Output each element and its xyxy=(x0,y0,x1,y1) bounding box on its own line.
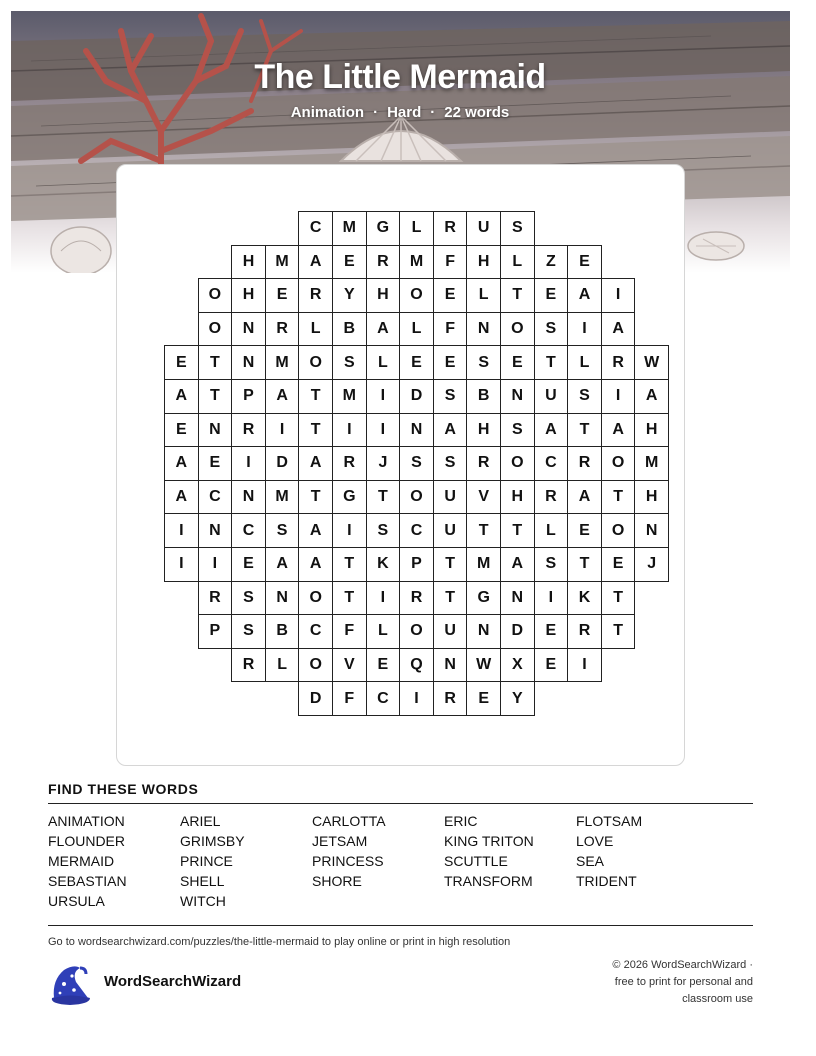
grid-cell[interactable]: A xyxy=(500,547,535,582)
grid-cell[interactable]: D xyxy=(265,446,300,481)
grid-cell[interactable]: R xyxy=(567,614,602,649)
grid-cell[interactable]: O xyxy=(399,480,434,515)
grid-cell[interactable]: R xyxy=(231,648,266,683)
grid-cell[interactable]: Q xyxy=(399,648,434,683)
grid-cell[interactable]: R xyxy=(231,413,266,448)
grid-cell[interactable]: H xyxy=(231,245,266,280)
grid-cell[interactable]: I xyxy=(332,413,367,448)
divider xyxy=(48,925,753,926)
grid-cell[interactable]: M xyxy=(265,345,300,380)
grid-cell[interactable]: A xyxy=(298,513,333,548)
word-item: SCUTTLE xyxy=(444,853,508,869)
grid-cell[interactable]: W xyxy=(634,345,669,380)
grid-cell[interactable]: L xyxy=(366,345,401,380)
grid-cell[interactable]: E xyxy=(366,648,401,683)
grid-cell[interactable]: J xyxy=(366,446,401,481)
grid-cell[interactable]: S xyxy=(433,379,468,414)
grid-cell[interactable]: T xyxy=(366,480,401,515)
word-item: ARIEL xyxy=(180,813,221,829)
grid-cell[interactable]: G xyxy=(466,581,501,616)
conch-shell-icon xyxy=(688,232,744,260)
word-item: SHELL xyxy=(180,873,225,889)
grid-cell[interactable]: R xyxy=(265,312,300,347)
grid-cell[interactable]: W xyxy=(466,648,501,683)
grid-cell[interactable]: C xyxy=(298,211,333,246)
grid-cell[interactable]: N xyxy=(231,480,266,515)
grid-cell[interactable]: E xyxy=(534,648,569,683)
grid-cell[interactable]: X xyxy=(500,648,535,683)
word-item: WITCH xyxy=(180,893,226,909)
grid-cell[interactable]: C xyxy=(366,681,401,716)
grid-cell[interactable]: O xyxy=(500,312,535,347)
word-count-label: 22 words xyxy=(444,104,510,121)
grid-cell[interactable]: I xyxy=(366,379,401,414)
grid-cell[interactable]: O xyxy=(399,614,434,649)
grid-cell[interactable]: E xyxy=(433,278,468,313)
grid-cell[interactable]: J xyxy=(634,547,669,582)
word-item: URSULA xyxy=(48,893,105,909)
grid-cell[interactable]: M xyxy=(399,245,434,280)
grid-cell[interactable]: N xyxy=(198,413,233,448)
grid-cell[interactable]: F xyxy=(433,245,468,280)
grid-cell[interactable]: S xyxy=(332,345,367,380)
grid-cell[interactable]: H xyxy=(466,413,501,448)
grid-cell[interactable]: R xyxy=(298,278,333,313)
grid-cell[interactable]: E xyxy=(164,345,199,380)
grid-cell[interactable]: C xyxy=(198,480,233,515)
word-item: TRIDENT xyxy=(576,873,637,889)
grid-cell[interactable]: E xyxy=(164,413,199,448)
grid-cell[interactable]: Y xyxy=(500,681,535,716)
grid-cell[interactable]: R xyxy=(567,446,602,481)
grid-cell[interactable]: H xyxy=(466,245,501,280)
grid-cell[interactable]: A xyxy=(634,379,669,414)
word-item: MERMAID xyxy=(48,853,115,869)
copyright-line: classroom use xyxy=(682,993,753,1005)
difficulty-label: Hard xyxy=(387,104,422,121)
grid-cell[interactable]: I xyxy=(164,547,199,582)
grid-cell[interactable]: A xyxy=(567,480,602,515)
grid-cell[interactable]: E xyxy=(567,245,602,280)
word-item: CARLOTTA xyxy=(312,813,386,829)
word-item: GRIMSBY xyxy=(180,833,245,849)
grid-cell[interactable]: N xyxy=(466,312,501,347)
grid-cell[interactable]: E xyxy=(231,547,266,582)
word-list-title: FIND THESE WORDS xyxy=(48,781,199,797)
divider xyxy=(48,803,753,804)
grid-cell[interactable]: A xyxy=(366,312,401,347)
grid-cell[interactable]: L xyxy=(298,312,333,347)
grid-cell[interactable]: I xyxy=(567,648,602,683)
grid-cell[interactable]: O xyxy=(298,648,333,683)
grid-cell[interactable]: V xyxy=(332,648,367,683)
grid-cell[interactable]: A xyxy=(601,413,636,448)
copyright-line: © 2026 WordSearchWizard · xyxy=(612,959,753,971)
grid-cell[interactable]: S xyxy=(265,513,300,548)
word-item: ANIMATION xyxy=(48,813,125,829)
grid-cell[interactable]: T xyxy=(500,513,535,548)
grid-cell[interactable]: S xyxy=(399,446,434,481)
grid-cell[interactable]: O xyxy=(198,312,233,347)
grid-cell[interactable]: D xyxy=(399,379,434,414)
grid-cell[interactable]: Y xyxy=(332,278,367,313)
grid-cell[interactable]: M xyxy=(332,379,367,414)
grid-cell[interactable]: N xyxy=(231,312,266,347)
word-item: FLOTSAM xyxy=(576,813,643,829)
grid-cell[interactable]: E xyxy=(332,245,367,280)
grid-cell[interactable]: T xyxy=(601,614,636,649)
grid-cell[interactable]: C xyxy=(399,513,434,548)
grid-cell[interactable]: U xyxy=(433,480,468,515)
grid-cell[interactable]: R xyxy=(466,446,501,481)
grid-cell[interactable]: O xyxy=(298,581,333,616)
grid-cell[interactable]: I xyxy=(534,581,569,616)
grid-cell[interactable]: T xyxy=(433,547,468,582)
grid-cell[interactable]: A xyxy=(164,446,199,481)
grid-cell[interactable]: A xyxy=(298,245,333,280)
word-item: PRINCESS xyxy=(312,853,384,869)
grid-cell[interactable]: M xyxy=(332,211,367,246)
grid-cell[interactable]: O xyxy=(198,278,233,313)
word-item: SEA xyxy=(576,853,605,869)
grid-cell[interactable]: T xyxy=(601,581,636,616)
grid-cell[interactable]: T xyxy=(298,379,333,414)
grid-cell[interactable]: S xyxy=(231,581,266,616)
grid-cell[interactable]: N xyxy=(231,345,266,380)
grid-cell[interactable]: O xyxy=(601,513,636,548)
grid-cell[interactable]: L xyxy=(466,278,501,313)
grid-cell[interactable]: L xyxy=(399,312,434,347)
grid-cell[interactable]: H xyxy=(634,480,669,515)
grid-cell[interactable]: A xyxy=(164,379,199,414)
grid-cell[interactable]: U xyxy=(466,211,501,246)
word-item: FLOUNDER xyxy=(48,833,126,849)
grid-cell[interactable]: C xyxy=(298,614,333,649)
grid-cell[interactable]: O xyxy=(601,446,636,481)
grid-cell[interactable]: S xyxy=(231,614,266,649)
grid-cell[interactable]: G xyxy=(366,211,401,246)
grid-cell[interactable]: I xyxy=(332,513,367,548)
grid-cell[interactable]: S xyxy=(466,345,501,380)
grid-cell[interactable]: T xyxy=(198,379,233,414)
grid-cell[interactable]: A xyxy=(534,413,569,448)
grid-cell[interactable]: F xyxy=(433,312,468,347)
grid-cell[interactable]: S xyxy=(500,413,535,448)
grid-cell[interactable]: U xyxy=(433,614,468,649)
grid-cell[interactable]: T xyxy=(567,547,602,582)
grid-cell[interactable]: L xyxy=(500,245,535,280)
copyright-line: free to print for personal and xyxy=(614,976,753,988)
grid-cell[interactable]: A xyxy=(298,446,333,481)
grid-cell[interactable]: E xyxy=(601,547,636,582)
grid-cell[interactable]: I xyxy=(164,513,199,548)
grid-cell[interactable]: T xyxy=(332,581,367,616)
grid-cell[interactable]: M xyxy=(265,480,300,515)
puzzle-meta xyxy=(0,104,800,121)
grid-cell[interactable]: N xyxy=(500,379,535,414)
grid-cell[interactable]: R xyxy=(399,581,434,616)
grid-cell[interactable]: F xyxy=(332,681,367,716)
grid-cell[interactable]: N xyxy=(265,581,300,616)
grid-cell[interactable]: N xyxy=(433,648,468,683)
grid-cell[interactable]: B xyxy=(466,379,501,414)
word-item: KING TRITON xyxy=(444,833,534,849)
grid-cell[interactable]: T xyxy=(534,345,569,380)
copyright xyxy=(553,957,753,1008)
grid-cell[interactable]: H xyxy=(231,278,266,313)
word-item: ERIC xyxy=(444,813,478,829)
grid-cell[interactable]: E xyxy=(567,513,602,548)
grid-cell[interactable]: I xyxy=(601,278,636,313)
grid-cell[interactable]: P xyxy=(231,379,266,414)
grid-cell[interactable]: A xyxy=(567,278,602,313)
grid-cell[interactable]: R xyxy=(433,211,468,246)
grid-cell[interactable]: S xyxy=(500,211,535,246)
grid-cell[interactable]: S xyxy=(534,547,569,582)
grid-cell[interactable]: S xyxy=(534,312,569,347)
grid-cell[interactable]: U xyxy=(534,379,569,414)
grid-cell[interactable]: R xyxy=(366,245,401,280)
grid-cell[interactable]: P xyxy=(198,614,233,649)
grid-cell[interactable]: E xyxy=(399,345,434,380)
word-item: JETSAM xyxy=(312,833,368,849)
grid-cell[interactable]: R xyxy=(198,581,233,616)
grid-cell[interactable]: M xyxy=(634,446,669,481)
grid-cell[interactable]: S xyxy=(366,513,401,548)
grid-cell[interactable]: A xyxy=(433,413,468,448)
grid-cell[interactable]: L xyxy=(265,648,300,683)
grid-cell[interactable]: A xyxy=(164,480,199,515)
grid-cell[interactable]: T xyxy=(332,547,367,582)
grid-cell[interactable]: I xyxy=(601,379,636,414)
grid-cell[interactable]: N xyxy=(198,513,233,548)
grid-cell[interactable]: K xyxy=(366,547,401,582)
grid-cell[interactable]: T xyxy=(567,413,602,448)
grid-cell[interactable]: I xyxy=(366,581,401,616)
grid-cell[interactable]: H xyxy=(500,480,535,515)
meta-separator: · xyxy=(373,104,379,121)
grid-cell[interactable]: I xyxy=(231,446,266,481)
grid-cell[interactable]: E xyxy=(433,345,468,380)
grid-cell[interactable]: O xyxy=(298,345,333,380)
grid-cell[interactable]: E xyxy=(534,278,569,313)
grid-cell[interactable]: E xyxy=(500,345,535,380)
word-item: SEBASTIAN xyxy=(48,873,127,889)
puzzle-title: The Little Mermaid xyxy=(254,58,546,96)
grid-cell[interactable]: E xyxy=(198,446,233,481)
grid-cell[interactable]: H xyxy=(634,413,669,448)
grid-cell[interactable]: B xyxy=(265,614,300,649)
meta-separator: · xyxy=(430,104,436,121)
grid-cell[interactable]: L xyxy=(399,211,434,246)
word-item: SHORE xyxy=(312,873,362,889)
wizard-hat-icon xyxy=(46,962,94,1006)
grid-cell[interactable]: O xyxy=(500,446,535,481)
grid-cell[interactable]: N xyxy=(634,513,669,548)
brand-name: WordSearchWizard xyxy=(104,973,242,990)
spiral-shell-icon xyxy=(51,227,111,273)
grid-cell[interactable]: L xyxy=(534,513,569,548)
grid-cell[interactable]: E xyxy=(466,681,501,716)
grid-cell[interactable]: D xyxy=(298,681,333,716)
grid-cell[interactable]: C xyxy=(534,446,569,481)
grid-cell[interactable]: T xyxy=(601,480,636,515)
grid-cell[interactable]: M xyxy=(466,547,501,582)
grid-cell[interactable]: T xyxy=(466,513,501,548)
grid-cell[interactable]: R xyxy=(332,446,367,481)
grid-cell[interactable]: H xyxy=(366,278,401,313)
word-item: LOVE xyxy=(576,833,614,849)
grid-cell[interactable]: A xyxy=(265,379,300,414)
grid-cell[interactable]: R xyxy=(534,480,569,515)
grid-cell[interactable]: I xyxy=(399,681,434,716)
grid-cell[interactable]: U xyxy=(433,513,468,548)
grid-cell[interactable]: P xyxy=(399,547,434,582)
grid-cell[interactable]: D xyxy=(500,614,535,649)
grid-cell[interactable]: N xyxy=(466,614,501,649)
grid-cell[interactable]: R xyxy=(433,681,468,716)
grid-cell[interactable]: B xyxy=(332,312,367,347)
footer-note: Go to wordsearchwizard.com/puzzles/the-little-mermaid to play online or print in high resolution xyxy=(48,936,511,948)
grid-cell[interactable]: A xyxy=(298,547,333,582)
grid-cell[interactable]: I xyxy=(198,547,233,582)
grid-cell[interactable]: Z xyxy=(534,245,569,280)
grid-cell[interactable]: I xyxy=(567,312,602,347)
grid-cell[interactable]: L xyxy=(567,345,602,380)
grid-cell[interactable]: M xyxy=(265,245,300,280)
grid-cell[interactable]: A xyxy=(265,547,300,582)
grid-cell[interactable]: S xyxy=(433,446,468,481)
grid-cell[interactable]: T xyxy=(298,413,333,448)
grid-cell[interactable]: S xyxy=(567,379,602,414)
word-item: PRINCE xyxy=(180,853,233,869)
word-item: TRANSFORM xyxy=(444,873,533,889)
grid-cell[interactable]: R xyxy=(601,345,636,380)
grid-cell[interactable]: I xyxy=(366,413,401,448)
grid-cell[interactable]: I xyxy=(265,413,300,448)
grid-cell[interactable]: L xyxy=(366,614,401,649)
grid-cell[interactable]: C xyxy=(231,513,266,548)
category-label: Animation xyxy=(290,104,365,121)
grid-cell[interactable]: K xyxy=(567,581,602,616)
grid-cell[interactable]: E xyxy=(265,278,300,313)
grid-cell[interactable]: T xyxy=(298,480,333,515)
grid-cell[interactable]: T xyxy=(433,581,468,616)
grid-cell[interactable]: N xyxy=(399,413,434,448)
grid-cell[interactable]: A xyxy=(601,312,636,347)
grid-cell[interactable]: N xyxy=(500,581,535,616)
grid-cell[interactable]: G xyxy=(332,480,367,515)
grid-cell[interactable]: O xyxy=(399,278,434,313)
grid-cell[interactable]: E xyxy=(534,614,569,649)
grid-cell[interactable]: F xyxy=(332,614,367,649)
grid-cell[interactable]: V xyxy=(466,480,501,515)
grid-cell[interactable]: T xyxy=(500,278,535,313)
grid-cell[interactable]: T xyxy=(198,345,233,380)
